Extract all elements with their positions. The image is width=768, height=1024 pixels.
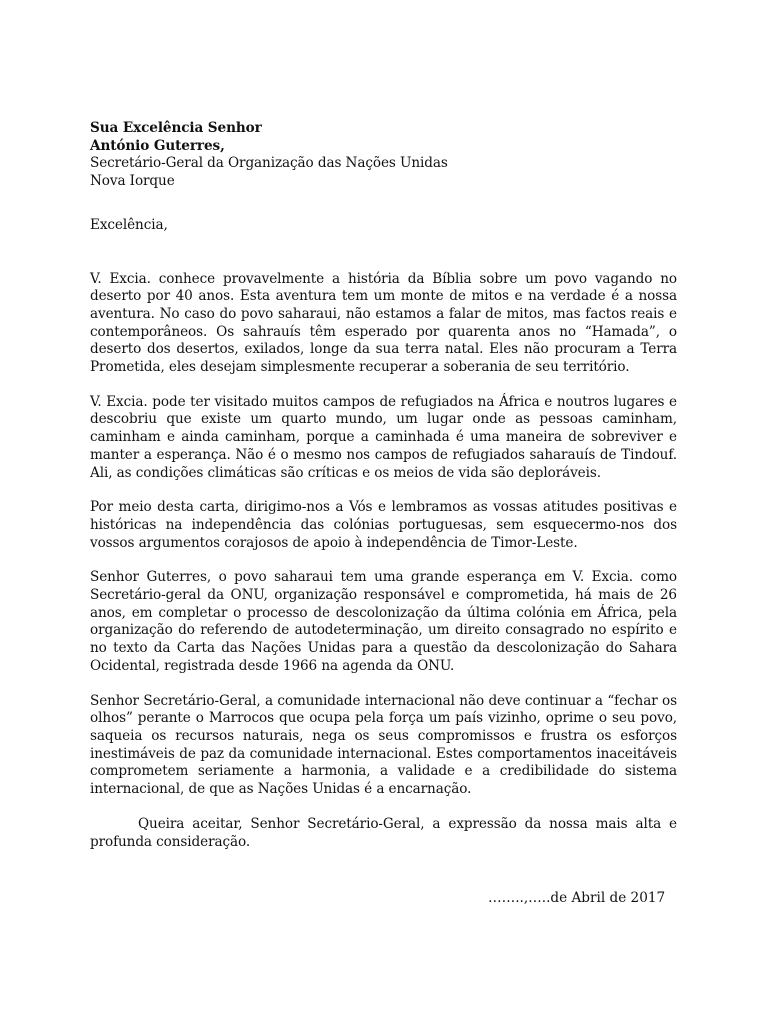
closing-paragraph: Queira aceitar, Senhor Secretário-Geral, a expressão da nossa mais alta e profunda consideração. <box>90 815 677 850</box>
recipient-city: Nova Iorque <box>90 173 175 190</box>
salutation: Excelência, <box>90 216 168 233</box>
recipient-position: Secretário-Geral da Organização das Nações Unidas <box>90 155 448 172</box>
recipient-title: Sua Excelência Senhor <box>90 120 262 136</box>
date-line: ……..,…..de Abril de 2017 <box>488 890 666 906</box>
paragraph-2: V. Excia. pode ter visitado muitos campos de refugiados na África e noutros lugares e descobriu que existe um quarto mundo, um lugar onde as pessoas caminham, caminham e ainda caminham, porque a caminhada é uma maneira de sobreviver e manter a esperança. Não é o mesmo nos campos de refugiados saharauís de Tindouf. Ali, as condições climáticas são críticas e os meios de vida são deploráveis. <box>90 393 677 481</box>
recipient-address <box>90 120 677 191</box>
paragraph-3: Por meio desta carta, dirigimo-nos a Vós e lembramos as vossas atitudes positivas e históricas na independência das colónias portuguesas, sem esquecermo-nos dos vossos argumentos corajosos de apoio à independência de Timor-Leste. <box>90 499 677 551</box>
paragraph-4: Senhor Guterres, o povo saharaui tem uma grande esperança em V. Excia. como Secretário-geral da ONU, organização responsável e comprometida, há mais de 26 anos, em completar o processo de descolonização da última colónia em África, pela organização do referendo de autodeterminação, um direito consagrado no espírito e no texto da Carta das Nações Unidas para a questão da descolonização do Sahara Ocidental, registrada desde 1966 na agenda da ONU. <box>90 569 677 674</box>
letter-body <box>90 120 677 851</box>
paragraph-1: V. Excia. conhece provavelmente a história da Bíblia sobre um povo vagando no deserto por 40 anos. Esta aventura tem um monte de mitos e na verdade é a nossa aventura. No caso do povo saharaui, não estamos a falar de mitos, mas factos reais e contemporâneos. Os sahrauís têm esperado por quarenta anos no “Hamada”, o deserto dos desertos, exilados, longe da sua terra natal. Eles não procuram a Terra Prometida, eles desejam simplesmente recuperar a soberania de seu território. <box>90 270 677 376</box>
recipient-name: António Guterres, <box>90 137 225 154</box>
paragraph-5: Senhor Secretário-Geral, a comunidade internacional não deve continuar a “fechar os olhos” perante o Marrocos que ocupa pela força um país vizinho, oprime o seu povo, saqueia os recursos naturais, nega os seus compromissos e frustra os esforços inestimáveis de paz da comunidade internacional. Estes comportamentos inaceitáveis comprometem seriamente a harmonia, a validade e a credibilidade do sistema internacional, de que as Nações Unidas é a encarnação. <box>90 692 677 798</box>
